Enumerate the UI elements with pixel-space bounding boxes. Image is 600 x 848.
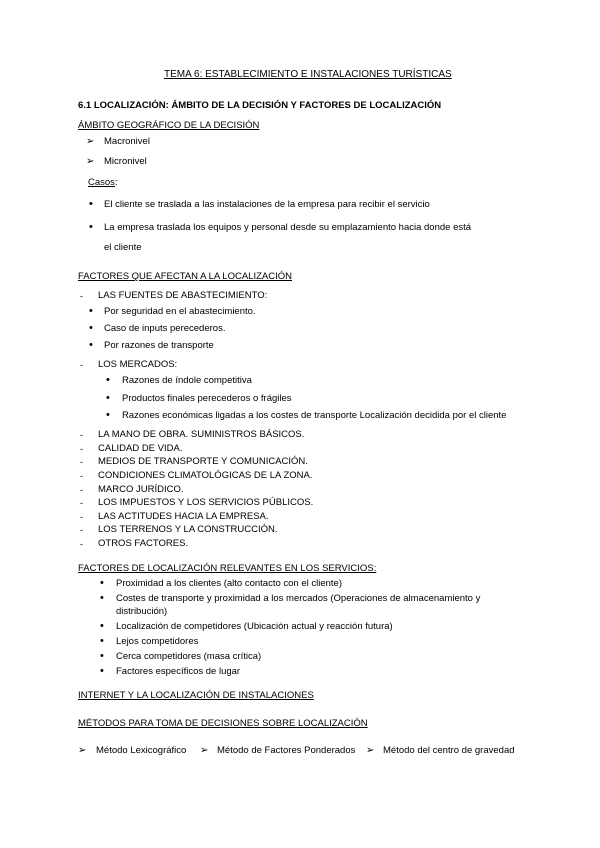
factor-mercados: LOS MERCADOS: [98, 359, 178, 370]
dash-bullet-icon: - [80, 291, 83, 301]
factor-otro: LOS TERRENOS Y LA CONSTRUCCIÓN. [98, 524, 278, 535]
servicios-item: Lejos competidores [116, 636, 199, 647]
factor-otro: LA MANO DE OBRA. SUMINISTROS BÁSICOS. [98, 429, 305, 440]
mercados-item: Productos finales perecederos o frágiles [122, 393, 292, 404]
servicios-heading: FACTORES DE LOCALIZACIÓN RELEVANTES EN LOS SERVICIOS: [78, 563, 377, 574]
dash-bullet-icon: - [80, 430, 83, 440]
factor-fuentes: LAS FUENTES DE ABASTECIMIENTO: [98, 290, 268, 301]
factor-otro: CALIDAD DE VIDA. [98, 443, 183, 454]
arrow-bullet-icon: ➢ [78, 745, 87, 756]
section-heading: 6.1 LOCALIZACIÓN: ÁMBITO DE LA DECISIÓN Y FACTORES DE LOCALIZACIÓN [78, 100, 442, 111]
bullet-dot-icon: • [100, 665, 104, 677]
ambito-heading: ÁMBITO GEOGRÁFICO DE LA DECISIÓN [78, 120, 260, 131]
bullet-dot-icon: • [100, 635, 104, 647]
bullet-dot-icon: • [106, 409, 110, 421]
servicios-item-continuation: distribución) [116, 606, 168, 617]
dash-bullet-icon: - [80, 444, 83, 454]
mercados-item: Razones de índole competitiva [122, 375, 252, 386]
dash-bullet-icon: - [80, 525, 83, 535]
servicios-item: Cerca competidores (masa crítica) [116, 651, 262, 662]
dash-bullet-icon: - [80, 512, 83, 522]
factor-otro: MEDIOS DE TRANSPORTE Y COMUNICACIÓN. [98, 456, 308, 467]
factor-otro: LOS IMPUESTOS Y LOS SERVICIOS PÚBLICOS. [98, 497, 314, 508]
bullet-dot-icon: • [100, 650, 104, 662]
arrow-bullet-icon: ➢ [86, 136, 95, 147]
dash-bullet-icon: - [80, 471, 83, 481]
servicios-item: Costes de transporte y proximidad a los mercados (Operaciones de almacenamiento y [116, 593, 481, 604]
metodos-heading: MÉTODOS PARA TOMA DE DECISIONES SOBRE LOCALIZACIÓN [78, 718, 368, 729]
fuentes-item: Por seguridad en el abastecimiento. [104, 306, 256, 317]
arrow-bullet-icon: ➢ [86, 156, 95, 167]
casos-label-row [88, 177, 118, 189]
fuentes-item: Por razones de transporte [104, 340, 214, 351]
bullet-dot-icon: • [89, 198, 93, 210]
document-title: TEMA 6: ESTABLECIMIENTO E INSTALACIONES TURÍSTICAS [164, 69, 452, 80]
caso-item: El cliente se traslada a las instalaciones de la empresa para recibir el servicio [104, 199, 430, 210]
factor-otro: CONDICIONES CLIMATOLÓGICAS DE LA ZONA. [98, 470, 313, 481]
factor-otro: LAS ACTITUDES HACIA LA EMPRESA. [98, 511, 269, 522]
dash-bullet-icon: - [80, 539, 83, 549]
dash-bullet-icon: - [80, 457, 83, 467]
dash-bullet-icon: - [80, 485, 83, 495]
caso-item: La empresa traslada los equipos y personal desde su emplazamiento hacia donde está [104, 222, 472, 233]
bullet-dot-icon: • [89, 322, 93, 334]
bullet-dot-icon: • [100, 592, 104, 604]
bullet-dot-icon: • [100, 577, 104, 589]
fuentes-item: Caso de inputs perecederos. [104, 323, 226, 334]
servicios-item: Proximidad a los clientes (alto contacto con el cliente) [116, 578, 343, 589]
dash-bullet-icon: - [80, 360, 83, 370]
ambito-item-macronivel: Macronivel [104, 136, 150, 147]
arrow-bullet-icon: ➢ [366, 745, 375, 756]
factor-otro: OTROS FACTORES. [98, 538, 189, 549]
bullet-dot-icon: • [89, 305, 93, 317]
bullet-dot-icon: • [106, 374, 110, 386]
metodo-centro-gravedad: Método del centro de gravedad [383, 745, 515, 756]
bullet-dot-icon: • [89, 221, 93, 233]
ambito-item-micronivel: Micronivel [104, 156, 147, 167]
servicios-item: Localización de competidores (Ubicación actual y reacción futura) [116, 621, 393, 632]
factores-heading: FACTORES QUE AFECTAN A LA LOCALIZACIÓN [78, 271, 292, 282]
caso-item-continuation: el cliente [104, 242, 142, 253]
casos-label: Casos [88, 177, 115, 188]
internet-heading: INTERNET Y LA LOCALIZACIÓN DE INSTALACIONES [78, 690, 314, 701]
factor-otro: MARCO JURÍDICO. [98, 484, 184, 495]
bullet-dot-icon: • [89, 339, 93, 351]
casos-colon: : [114, 177, 118, 188]
arrow-bullet-icon: ➢ [200, 745, 209, 756]
mercados-item: Razones económicas ligadas a los costes de transporte Localización decidida por el cliente [122, 410, 507, 421]
bullet-dot-icon: • [106, 392, 110, 404]
metodo-factores-ponderados: Método de Factores Ponderados [217, 745, 356, 756]
servicios-item: Factores específicos de lugar [116, 666, 241, 677]
bullet-dot-icon: • [100, 620, 104, 632]
dash-bullet-icon: - [80, 498, 83, 508]
metodo-lexicografico: Método Lexicográfico [96, 745, 187, 756]
